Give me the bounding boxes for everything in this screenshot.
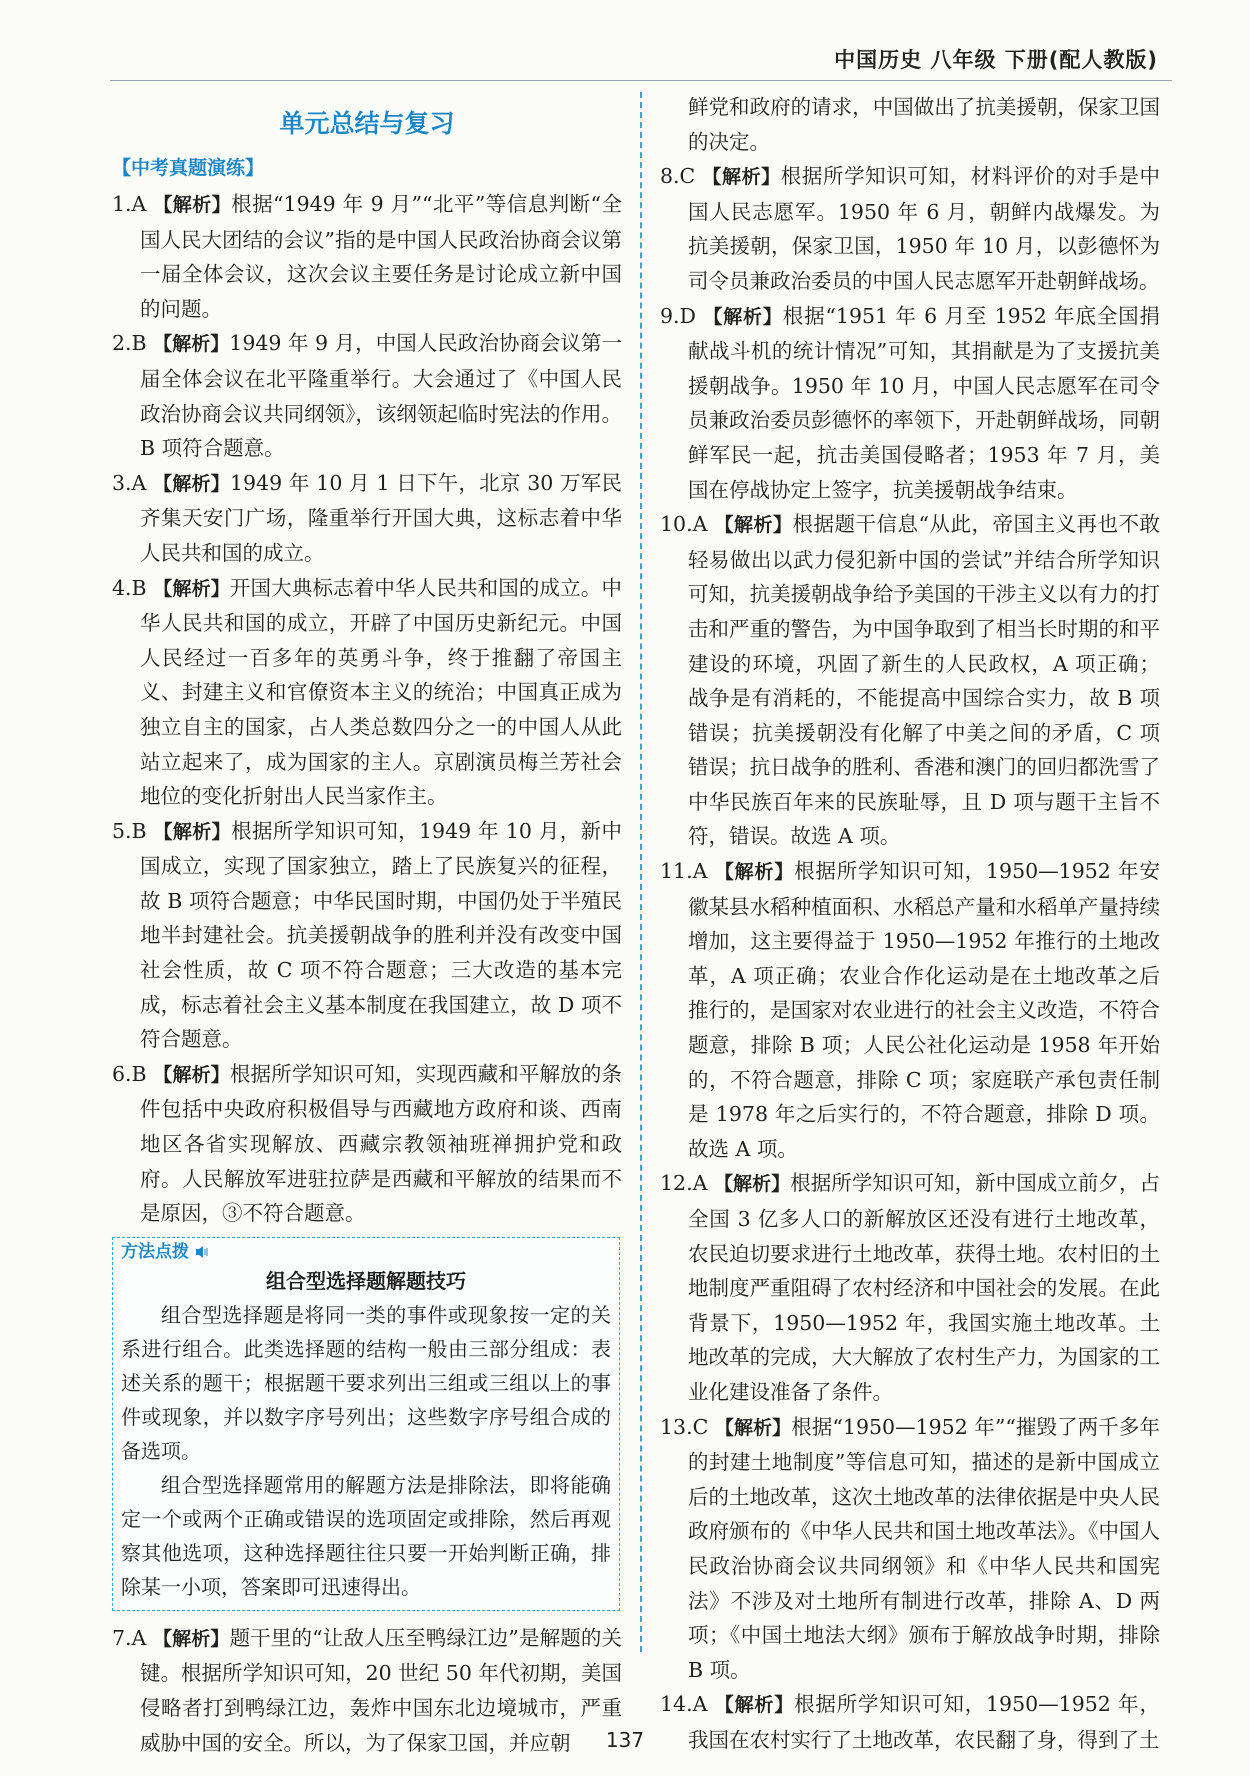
question-body — [112, 187, 622, 326]
left-question-list — [112, 187, 622, 1231]
question-item — [112, 326, 622, 465]
question-item — [112, 814, 622, 1057]
question-text: 根据所学知识可知，材料评价的对手是中国人民志愿军。1950 年 6 月，朝鲜内战爆发。为抗美援朝，保家卫国，1950 年 10 月，以彭德怀为司令员兼政治委员的中国人民志愿军开赴朝鲜战场。 — [688, 164, 1160, 293]
question-text: 根据所学知识可知，1950—1952 年，我国在农村实行了土地改革，农民翻了身，得到了土 — [688, 1692, 1160, 1752]
question-number: 13.C — [660, 1414, 709, 1439]
question-number: 1.A — [112, 192, 147, 216]
analysis-tag: 【解析】 — [153, 472, 230, 495]
question-text: 根据所学知识可知，实现西藏和平解放的条件包括中央政府积极倡导与西藏地方政府和谈、西南地区各省实现解放、西藏宗教领袖班禅拥护党和政府。人民解放军进驻拉萨是西藏和平解放的结果而不是原因，③不符合题意。 — [140, 1061, 622, 1226]
question-body — [112, 1057, 622, 1231]
question-item — [660, 1166, 1160, 1409]
question-body — [660, 854, 1160, 1166]
analysis-tag: 【解析】 — [713, 1173, 791, 1196]
header-rule — [110, 80, 1172, 81]
question-body — [660, 507, 1160, 854]
question-body — [660, 1166, 1160, 1409]
question-text: 根据所学知识可知，新中国成立前夕，占全国 3 亿多人口的新解放区还没有进行土地改革，农民迫切要求进行土地改革，获得土地。农村旧的土地制度严重阻碍了农村经济和中国社会的发展。在此背景下，1950—1952 年，我国实施土地改革。土地改革的完成，大大解放了农村生产力，为国家的工业化建设准备了条件。 — [688, 1171, 1160, 1404]
analysis-tag: 【解析】 — [714, 514, 793, 537]
left-column — [112, 90, 622, 1760]
question-body — [660, 159, 1160, 298]
column-divider — [640, 92, 642, 1652]
method-label-text: 方法点拨 — [121, 1241, 189, 1262]
question-number: 10.A — [660, 512, 708, 537]
question-body — [660, 1410, 1160, 1688]
question-text: 根据所学知识可知，1950—1952 年安徽某县水稻种植面积、水稻总产量和水稻单产量持续增加，这主要得益于 1950—1952 年推行的土地改革，A 项正确；农业合作化运动是在土地改革之后推行的，是国家对农业进行的社会主义改造，不符合题意，排除 B 项；人民公社化运动是 1958 年开始的，不符合题意，排除 C 项；家庭联产承包责任制是 1978 年之后实行的，不符合题意，排除 D 项。故选 A 项。 — [688, 859, 1160, 1161]
question-item — [660, 507, 1160, 854]
right-question-list — [660, 159, 1160, 1757]
question-item — [112, 1057, 622, 1231]
speaker-icon — [195, 1245, 209, 1259]
question-number: 12.A — [660, 1171, 708, 1196]
question-text: 根据“1949 年 9 月”“北平”等信息判断“全国人民大团结的会议”指的是中国人民政治协商会议第一届全体会议，这次会议主要任务是讨论成立新中国的问题。 — [140, 192, 622, 321]
analysis-tag: 【解析】 — [703, 305, 783, 328]
question-number: 3.A — [112, 470, 147, 495]
question-number: 14.A — [660, 1692, 708, 1717]
running-header: 中国历史 八年级 下册(配人教版) — [834, 48, 1158, 72]
section-tag: 【中考真题演练】 — [112, 157, 265, 179]
right-column — [660, 90, 1160, 1758]
analysis-tag: 【解析】 — [153, 194, 232, 216]
analysis-tag: 【解析】 — [153, 333, 230, 356]
analysis-tag: 【解析】 — [153, 1063, 230, 1086]
method-title: 组合型选择题解题技巧 — [266, 1268, 466, 1293]
question-body — [112, 814, 622, 1057]
question-item — [660, 159, 1160, 298]
question-body — [660, 299, 1160, 508]
continuation-text: 鲜党和政府的请求，中国做出了抗美援朝，保家卫国的决定。 — [688, 95, 1160, 154]
question-number: 4.B — [112, 575, 147, 600]
analysis-tag: 【解析】 — [714, 1416, 792, 1439]
method-tip-box — [112, 1237, 620, 1611]
question-number: 2.B — [112, 331, 147, 356]
question-text: 1949 年 9 月，中国人民政治协商会议第一届全体会议在北平隆重举行。大会通过了《中国人民政治协商会议共同纲领》，该纲领起临时宪法的作用。B 项符合题意。 — [140, 331, 622, 461]
question-number: 7.A — [112, 1625, 147, 1650]
analysis-tag: 【解析】 — [714, 1694, 795, 1717]
question-text: 1949 年 10 月 1 日下午，北京 30 万军民齐集天安门广场，隆重举行开国大典，这标志着中华人民共和国的成立。 — [140, 470, 622, 565]
question-item — [660, 299, 1160, 508]
question-7-continuation — [660, 90, 1160, 159]
analysis-tag: 【解析】 — [702, 166, 781, 189]
question-number: 8.C — [660, 164, 696, 189]
page-number: 137 — [605, 1728, 645, 1752]
method-paragraph: 组合型选择题常用的解题方法是排除法，即将能确定一个或两个正确或错误的选项固定或排除，然后再观察其他选项，这种选择题往往只要一开始判断正确，排除某一小项，答案即可迅速得出。 — [121, 1472, 611, 1599]
method-label — [121, 1240, 611, 1264]
analysis-tag: 【解析】 — [153, 1627, 230, 1650]
question-text: 根据“1950—1952 年”“摧毁了两千多年的封建土地制度”等信息可知，描述的是新中国成立后的土地改革，这次土地改革的法律依据是中央人民政府颁布的《中华人民共和国土地改革法》。《中国人民政治协商会议共同纲领》和《中华人民共和国宪法》不涉及对土地所有制进行改革，排除 A、D 两项；《中国土地法大纲》颁布于解放战争时期，排除 B 项。 — [688, 1414, 1160, 1682]
method-paragraph: 组合型选择题是将同一类的事件或现象按一定的关系进行组合。此类选择题的结构一般由三部分组成：表述关系的题干；根据题干要求列出三组或三组以上的事件或现象，并以数字序号列出；这些数字序号组合成的备选项。 — [121, 1302, 611, 1463]
analysis-tag: 【解析】 — [714, 861, 795, 884]
question-number: 11.A — [660, 859, 708, 884]
question-item — [660, 854, 1160, 1166]
question-item — [112, 466, 622, 571]
unit-title: 单元总结与复习 — [279, 109, 455, 138]
question-text: 根据“1951 年 6 月至 1952 年底全国捐献战斗机的统计情况”可知，其捐献是为了支援抗美援朝战争。1950 年 10 月，中国人民志愿军在司令员兼政治委员彭德怀的率领下，开赴朝鲜战场，同朝鲜军民一起，抗击美国侵略者；1953 年 7 月，美国在停战协定上签字，抗美援朝战争结束。 — [688, 303, 1160, 502]
question-text: 根据题干信息“从此，帝国主义再也不敢轻易做出以武力侵犯新中国的尝试”并结合所学知识可知，抗美援朝战争给予美国的干涉主义以有力的打击和严重的警告，为中国争取到了相当长时期的和平建设的环境，巩固了新生的人民政权，A 项正确；战争是有消耗的，不能提高中国综合实力，故 B 项错误；抗美援朝没有化解了中美之间的矛盾，C 项错误；抗日战争的胜利、香港和澳门的回归都洗雪了中华民族百年来的民族耻辱，且 D 项与题干主旨不符，错误。故选 A 项。 — [688, 512, 1160, 849]
analysis-tag: 【解析】 — [153, 577, 230, 600]
question-number: 6.B — [112, 1061, 147, 1086]
question-item — [112, 571, 622, 814]
question-item — [112, 187, 622, 326]
question-body — [112, 571, 622, 814]
question-body — [112, 466, 622, 571]
question-item — [660, 1410, 1160, 1688]
question-number: 5.B — [112, 818, 147, 843]
question-body — [112, 326, 622, 465]
analysis-tag: 【解析】 — [153, 820, 232, 843]
question-text: 题干里的“让敌人压至鸭绿江边”是解题的关键。根据所学知识可知，20 世纪 50 年代初期，美国侵略者打到鸭绿江边，轰炸中国东北边境城市，严重威胁中国的安全。所以，为了保家卫国，并应朝 — [140, 1625, 622, 1755]
question-text: 根据所学知识可知，1949 年 10 月，新中国成立，实现了国家独立，踏上了民族复兴的征程，故 B 项符合题意；中华民国时期，中国仍处于半殖民地半封建社会。抗美援朝战争的胜利并没有改变中国社会性质，故 C 项不符合题意；三大改造的基本完成，标志着社会主义基本制度在我国建立，故 D 项不符合题意。 — [140, 818, 622, 1052]
question-number: 9.D — [660, 303, 696, 328]
question-text: 开国大典标志着中华人民共和国的成立。中华人民共和国的成立，开辟了中国历史新纪元。中国人民经过一百多年的英勇斗争，终于推翻了帝国主义、封建主义和官僚资本主义的统治；中国真正成为独立自主的国家，占人类总数四分之一的中国人从此站立起来了，成为国家的主人。京剧演员梅兰芳社会地位的变化折射出人民当家作主。 — [140, 575, 622, 809]
